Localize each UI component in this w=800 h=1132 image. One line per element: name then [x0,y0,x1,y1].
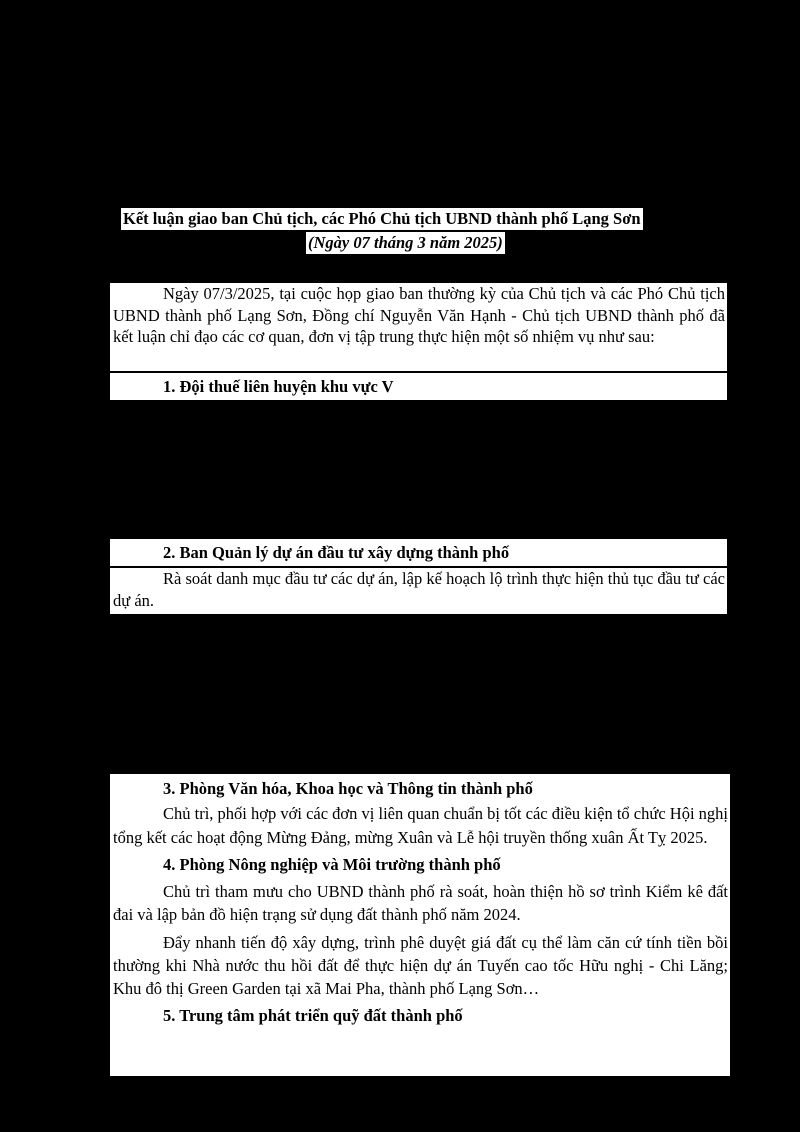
section-2-heading-block [110,539,727,566]
section-2-paragraph: Rà soát danh mục đầu tư các dự án, lập kế hoạch lộ trình thực hiện thủ tục đầu tư các dự án. [113,569,725,610]
document-date-subtitle: (Ngày 07 tháng 3 năm 2025) [308,233,503,252]
intro-block [110,283,727,371]
sections-3-5-block [110,774,730,1076]
section-2-heading: 2. Ban Quản lý dự án đầu tư xây dựng thành phố [163,543,510,562]
section-4-paragraph-1: Chủ trì tham mưu cho UBND thành phố rà soát, hoàn thiện hồ sơ trình Kiểm kê đất đai và lập bản đồ hiện trạng sử dụng đất thành phố năm 2024. [113,882,728,924]
section-3-paragraph: Chủ trì, phối hợp với các đơn vị liên quan chuẩn bị tốt các điều kiện tổ chức Hội nghị tổng kết các hoạt động Mừng Đảng, mừng Xuân và Lễ hội truyền thống xuân Ất Tỵ 2025. [113,804,728,847]
intro-paragraph: Ngày 07/3/2025, tại cuộc họp giao ban thường kỳ của Chủ tịch và các Phó Chủ tịch UBND thành phố Lạng Sơn, Đồng chí Nguyễn Văn Hạnh - Chủ tịch UBND thành phố đã kết luận chỉ đạo các cơ quan, đơn vị tập trung thực hiện một số nhiệm vụ như sau: [113,284,725,346]
document-title: Kết luận giao ban Chủ tịch, các Phó Chủ tịch UBND thành phố Lạng Sơn [123,209,641,228]
section-4-paragraph-2: Đẩy nhanh tiến độ xây dựng, trình phê duyệt giá đất cụ thể làm căn cứ tính tiền bồi thường khi Nhà nước thu hồi đất để thực hiện dự án Tuyến cao tốc Hữu nghị - Chi Lăng; Khu đô thị Green Garden tại xã Mai Pha, thành phố Lạng Sơn… [113,933,728,998]
section-3-heading: 3. Phòng Văn hóa, Khoa học và Thông tin thành phố [163,779,533,798]
section-5-heading: 5. Trung tâm phát triển quỹ đất thành phố [163,1006,463,1025]
section-1-heading: 1. Đội thuế liên huyện khu vực V [163,377,394,396]
section-4-heading: 4. Phòng Nông nghiệp và Môi trường thành phố [163,855,501,874]
section-1-block [110,373,727,400]
section-2-body-block [110,568,727,614]
